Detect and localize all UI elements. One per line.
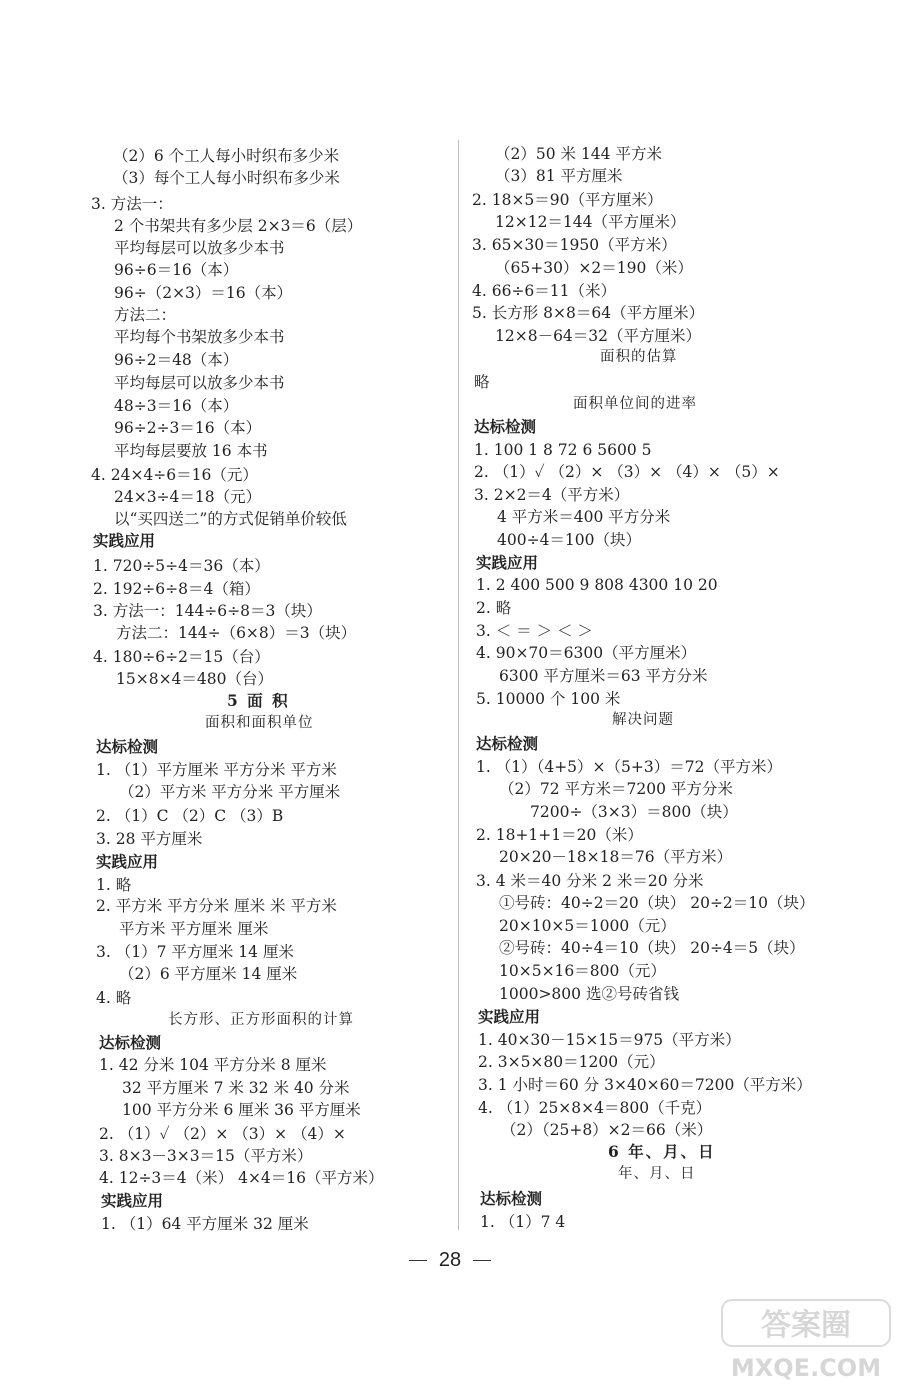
text-line: 96÷2÷3＝16（本） [114,419,262,437]
text-line: 面积的估算 [600,349,678,365]
text-line: 4. 12÷3＝4（米） 4×4＝16（平方米） [99,1169,384,1187]
text-line: 5 面 积 [227,691,290,710]
text-line: 15×8×4＝480（台） [116,670,274,688]
text-line: 1. 略 [96,876,132,894]
text-line: 以“买四送二”的方式促销单价较低 [114,510,347,528]
text-line: 400÷4＝100（块） [497,531,642,549]
text-line: 达标检测 [476,735,539,753]
text-line: （3）每个工人每小时织布多少米 [113,169,340,187]
text-line: 面积和面积单位 [205,715,314,731]
text-line: 1. （1）（4+5）×（5+3）＝72（平方米） [476,758,782,776]
text-line: （2）72 平方米＝7200 平方分米 [499,780,733,798]
text-line: 达标检测 [96,738,159,756]
text-line: （2）（25+8）×2＝66（米） [501,1121,713,1139]
text-line: 3. 2×2＝4（平方米） [474,486,630,504]
text-line: 方法二： [114,306,177,324]
text-line: 48÷3＝16（本） [114,397,239,415]
text-line: 达标检测 [480,1190,543,1208]
page-number-footer [0,1248,900,1272]
text-line: 3. 方法一： [91,195,173,213]
text-line: 达标检测 [99,1034,162,1052]
text-line: 2. 略 [476,599,512,617]
text-line: 24×3÷4＝18（元） [114,488,262,506]
text-line: 1. 40×30－15×15＝975（平方米） [478,1031,741,1049]
text-line: 2. 18+1+1＝20（米） [476,826,643,844]
text-line: 4 平方米＝400 平方分米 [497,508,671,526]
text-line: 3. ＜ ＝ ＞ ＜ ＞ [476,622,593,640]
text-line: 1. （1）64 平方厘米 32 厘米 [101,1215,309,1233]
text-line: 96÷（2×3）＝16（本） [114,284,293,302]
text-line: 2 个书架共有多少层 2×3＝6（层） [114,217,363,235]
text-line: 3. 8×3－3×3＝15（平方米） [99,1147,313,1165]
text-line: 2. 平方米 平方分米 厘米 米 平方米 [96,897,337,915]
text-line: 4. 66÷6＝11（米） [472,282,617,300]
text-line: 10×5×16＝800（元） [499,962,666,980]
text-line: 4. 24×4÷6＝16（元） [91,466,258,484]
text-line: 2. 192÷6÷8＝4（箱） [93,580,260,598]
text-line: 年、月、日 [618,1166,696,1182]
text-line: 平均每层可以放多少本书 [114,239,285,257]
text-line: 3. 65×30＝1950（平方米） [472,236,677,254]
text-line: 2. （1）✓ （2）× （3）× （4）× （5）× [474,463,780,481]
dash-right [473,1260,491,1262]
text-line: 实践应用 [101,1192,164,1210]
text-line: 4. 90×70＝6300（平方厘米） [476,644,697,662]
text-line: 解决问题 [612,712,674,728]
text-line: 96÷2＝48（本） [114,351,239,369]
text-line: 1. （1）7 4 [480,1213,566,1231]
text-line: 实践应用 [478,1008,541,1026]
text-line: 2. （1）C （2）C （3）B [96,807,284,825]
text-line: （2）6 个工人每小时织布多少米 [113,147,340,165]
text-line: 平均每个书架放多少本书 [114,328,285,346]
text-line: 100 平方分米 6 厘米 36 平方厘米 [122,1101,361,1119]
text-line: 3. 28 平方厘米 [96,830,203,848]
text-line: （2）6 平方厘米 14 厘米 [119,965,298,983]
text-line: 3. 方法一：144÷6÷8＝3（块） [93,602,322,620]
text-line: 面积单位间的进率 [573,396,697,412]
text-line: 达标检测 [474,418,537,436]
text-line: 方法二：144÷（6×8）＝3（块） [116,624,357,642]
text-line: 1. 720÷5÷4＝36（本） [93,557,270,575]
text-line: 略 [474,373,490,391]
text-line: 2. 18×5＝90（平方厘米） [472,191,663,209]
watermark-logo [720,1298,892,1384]
text-line: 实践应用 [93,532,156,550]
text-line: 平均每层要放 16 本书 [114,442,268,460]
text-line: 6300 平方厘米＝63 平方分米 [499,667,708,685]
text-line: 平均每层可以放多少本书 [114,374,285,392]
page-number: 28 [438,1249,462,1271]
text-line: 实践应用 [476,554,539,572]
text-line: 7200÷（3×3）＝800（块） [530,803,738,821]
text-line: 32 平方厘米 7 米 32 米 40 分米 [122,1079,350,1097]
text-line: 3. 4 米＝40 分米 2 米＝20 分米 [476,872,704,890]
text-line: 5. 长方形 8×8＝64（平方厘米） [472,304,705,322]
text-line: 2. 3×5×80＝1200（元） [478,1053,665,1071]
text-line: 5. 10000 个 100 米 [476,690,621,708]
text-line: 96÷6＝16（本） [114,261,239,279]
text-line: （2）平方米 平方分米 平方厘米 [119,783,341,801]
text-line: 12×8－64＝32（平方厘米） [495,327,702,345]
text-line: 2. （1）✓ （2）× （3）× （4）× [99,1125,346,1143]
watermark-bottom-text: MXQE.COM [730,1354,882,1382]
text-line: 12×12＝144（平方厘米） [495,213,686,231]
text-line: 1. 42 分米 104 平方分米 8 厘米 [99,1056,327,1074]
text-line: 6 年、月、日 [608,1142,716,1161]
text-line: 4. 略 [96,989,132,1007]
text-line: （65+30）×2＝190（米） [495,259,693,277]
dash-left [409,1260,427,1262]
column-divider [458,140,459,1230]
text-line: 1. （1）平方厘米 平方分米 平方米 [96,761,337,779]
text-line: 平方米 平方厘米 厘米 [119,920,269,938]
watermark-top-text: 答案圈 [761,1308,851,1343]
text-line: ①号砖：40÷2＝20（块） 20÷2＝10（块） [499,894,815,912]
text-line: 1. 2 400 500 9 808 4300 10 20 [476,576,718,594]
text-line: 3. 1 小时＝60 分 3×40×60＝7200（平方米） [478,1076,812,1094]
text-line: 1000>800 选②号砖省钱 [499,985,679,1003]
text-line: 实践应用 [96,853,159,871]
text-line: 长方形、正方形面积的计算 [168,1012,354,1028]
text-line: 3. （1）7 平方厘米 14 厘米 [96,943,294,961]
text-line: 20×10×5＝1000（元） [499,917,676,935]
text-line: 20×20－18×18＝76（平方米） [499,848,733,866]
text-line: 4. 180÷6÷2＝15（台） [93,648,270,666]
text-line: 4. （1）25×8×4＝800（千克） [478,1099,712,1117]
text-line: ②号砖：40÷4＝10（块） 20÷4＝5（块） [499,939,805,957]
text-line: （2）50 米 144 平方米 [495,145,662,163]
text-line: 1. 100 1 8 72 6 5600 5 [474,441,652,459]
text-line: （3）81 平方厘米 [495,167,623,185]
